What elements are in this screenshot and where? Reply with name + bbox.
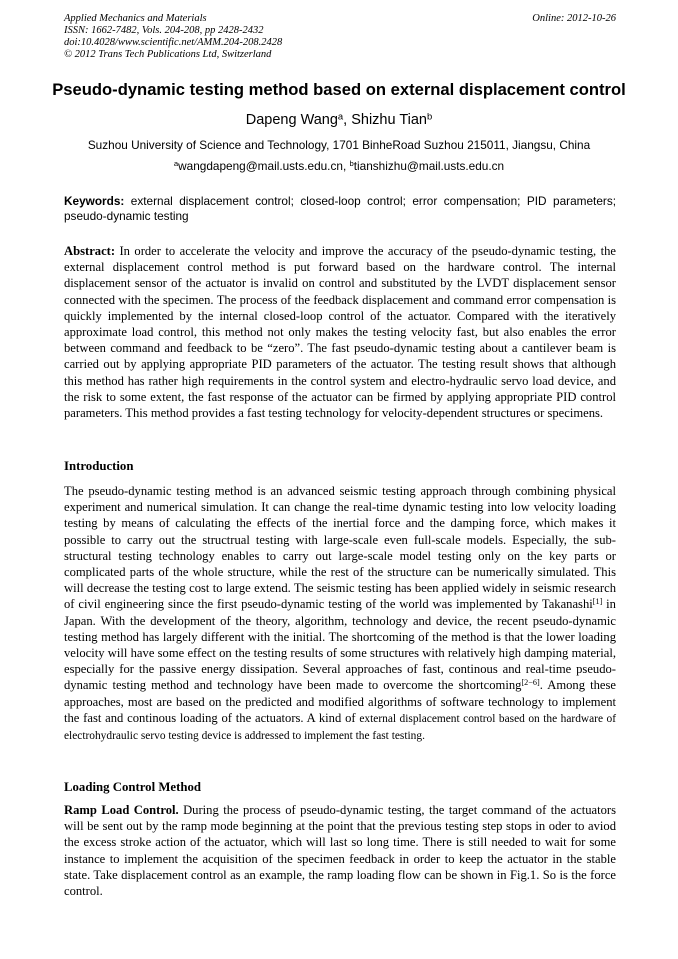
ramp-text: During the process of pseudo-dynamic testing, the target command of the actuators will be sent out by the ramp mode beginning at the point that the previous testing step stops in oder to aviod the excess stroke action of the actuator, which will last so long time. There is still needed to wait for some instance to implement the acquisition of the specimen feedback in order to keep the actuator in the stable state. Take displacement control as an example, the ramp loading flow can be shown in Fig.1. So is the force control. — [64, 803, 617, 899]
citation-ref: [1] — [592, 597, 603, 607]
intro-text: . Among these approaches, most are based on the predicted and modified algorithms of software technology to implement the fast and continous loading of the actuators. A kind of — [64, 678, 616, 725]
author-separator: , — [343, 112, 352, 128]
issn-line: ISSN: 1662-7482, Vols. 204-208, pp 2428-2432 — [64, 25, 264, 36]
abstract-label: Abstract: — [64, 244, 116, 258]
intro-text: external displacement control based on the hardware of electrohydraulic servo testing device is addressed to implement the fast testing. — [64, 712, 617, 743]
email-superscript: b — [349, 159, 354, 169]
intro-text: The pseudo-dynamic testing method is an advanced seismic testing approach through combining physical experiment and numerical simulation. It can change the real-time dynamic testing into low velocity loading testing by means of calculating the effects of the inertial force and the damping force, which makes it possible to carry out the structrual testing with large-scale even full-scale models. Especially, the sub-structural testing technology enables to carry out large-scale model testing only on the key parts or complicated parts of the whole structure, while the rest of the structure can be numerically simulated. This will decrease the testing cost to large extend. The seismic testing has been applied widely in seismic research of civil engineering since the first pseudo-dynamic testing of the world was implemented by Takanashi — [64, 484, 616, 612]
intro-text: in Japan. With the development of the theory, algorithm, technology and device, the recent pseudo-dynamic testing method has largely different with the initial. The shortcoming of the method is that the lower loading velocity will have some effect on the testing results of some structures with relatively high damping material, especially for the passive energy dissipation. Several approaches of fast, continous and real-time pseudo-dynamic testing method and technology have been made to overcome the shortcoming — [64, 597, 616, 693]
section-heading-introduction: Introduction — [64, 459, 134, 473]
section-heading-loading-control: Loading Control Method — [64, 780, 201, 794]
keywords-label: Keywords: — [64, 194, 125, 208]
introduction-paragraph — [64, 483, 616, 744]
keywords-text: external displacement control; closed-loop control; error compensation; PID parameters; pseudo-dynamic testing — [64, 194, 616, 223]
email-address: tianshizhu@mail.usts.edu.cn — [353, 159, 505, 173]
author-name: Shizhu Tian — [351, 112, 427, 128]
ramp-load-paragraph — [64, 802, 616, 899]
paper-title: Pseudo-dynamic testing method based on external displacement control — [52, 80, 626, 99]
journal-name: Applied Mechanics and Materials — [64, 13, 207, 24]
email-line — [30, 159, 648, 173]
subsection-label: Ramp Load Control. — [64, 803, 179, 817]
abstract-text: In order to accelerate the velocity and improve the accuracy of the pseudo-dynamic testing, the external displacement control method is put forward based on the hardware control. The internal displacement sensor of the actuator is invalid on control and substituted by the LVDT displacement sensor connected with the specimen. The process of the feedback displacement and command error compensation is quickly implemented by the internal closed-loop control of the actuator. Compared with the iteratively approximate load control, this method not only makes the testing velocity fast, but also enables the error between command and feedback to be “zero”. The fast pseudo-dynamic testing about a cantilever beam is carried out by applying appropriate PID parameters of the actuator. The testing result shows that although this method has rather high requirements in the control system and electro-hydraulic servo load device, and the risk to some extent, the fast response of the actuator can be firmed by applying appropriate PID control parameters. This method provides a fast testing technology for velocity-dependent structures or specimens. — [64, 244, 616, 421]
email-address: wangdapeng@mail.usts.edu.cn — [178, 159, 343, 173]
copyright-line: © 2012 Trans Tech Publications Ltd, Switzerland — [64, 49, 272, 60]
online-date: Online: 2012-10-26 — [532, 13, 616, 24]
abstract — [64, 243, 616, 421]
doi-line: doi:10.4028/www.scientific.net/AMM.204-208.2428 — [64, 37, 283, 48]
citation-ref: [2−6] — [521, 678, 540, 688]
journal-header — [64, 13, 616, 61]
affiliation: Suzhou University of Science and Technology, 1701 BinheRoad Suzhou 215011, Jiangsu, China — [87, 138, 591, 152]
keywords — [64, 194, 616, 223]
email-superscript: a — [173, 159, 179, 169]
author-superscript: a — [337, 110, 344, 122]
author-name: Dapeng Wang — [245, 112, 338, 128]
author-line — [30, 111, 648, 129]
email-separator: , — [342, 159, 350, 173]
author-superscript: b — [427, 110, 433, 122]
